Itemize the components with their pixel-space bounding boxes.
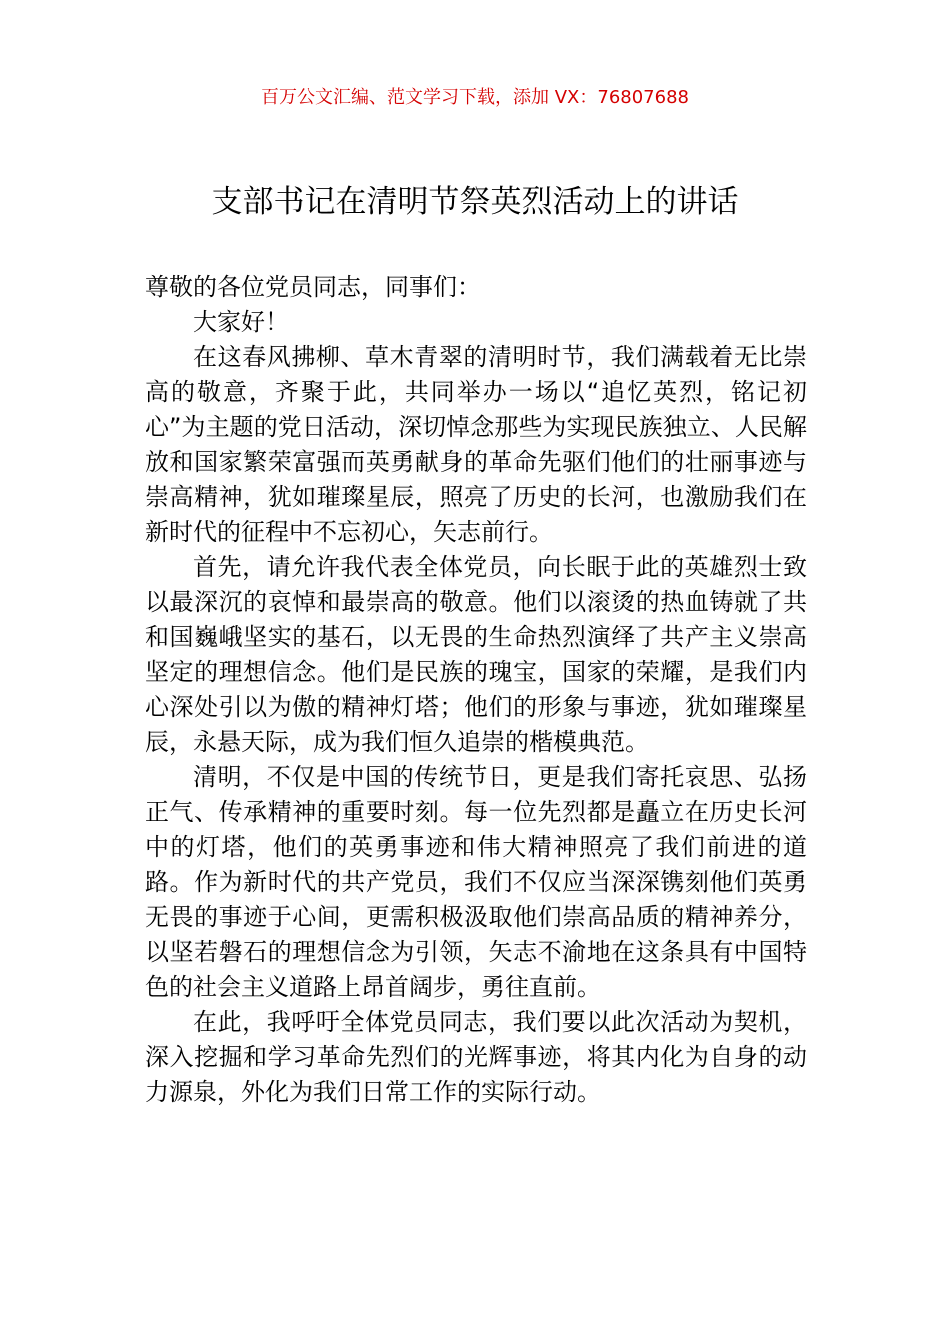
document-title: 支部书记在清明节祭英烈活动上的讲话: [211, 184, 739, 220]
paragraph-greeting: 大家好！: [193, 308, 289, 336]
paragraph-1: 在这春风拂柳、草木青翠的清明时节，我们满载着无比崇高的敬意，齐聚于此，共同举办一场以“追忆英烈，铭记初心”为主题的党日活动，深切悼念那些为实现民族独立、人民解放和国家繁荣富强而英勇献身的革命先驱们他们的壮丽事迹与崇高精神，犹如璀璨星辰，照亮了历史的长河，也激励我们在新时代的征程中不忘初心，矢志前行。: [145, 343, 807, 546]
salutation: 尊敬的各位党员同志，同事们：: [145, 273, 481, 301]
document-body: [145, 270, 807, 1110]
paragraph-2: 首先，请允许我代表全体党员，向长眠于此的英雄烈士致以最深沉的哀悼和最崇高的敬意。他们以滚烫的热血铸就了共和国巍峨坚实的基石，以无畏的生命热烈演绎了共产主义崇高坚定的理想信念。他们是民族的瑰宝，国家的荣耀，是我们内心深处引以为傲的精神灯塔；他们的形象与事迹，犹如璀璨星辰，永悬天际，成为我们恒久追崇的楷模典范。: [145, 553, 807, 756]
header-note: 百万公文汇编、范文学习下载，添加 VX：76807688: [261, 87, 689, 108]
paragraph-3: 清明，不仅是中国的传统节日，更是我们寄托哀思、弘扬正气、传承精神的重要时刻。每一位先烈都是矗立在历史长河中的灯塔，他们的英勇事迹和伟大精神照亮了我们前进的道路。作为新时代的共产党员，我们不仅应当深深镌刻他们英勇无畏的事迹于心间，更需积极汲取他们崇高品质的精神养分，以坚若磐石的理想信念为引领，矢志不渝地在这条具有中国特色的社会主义道路上昂首阔步，勇往直前。: [145, 763, 807, 1001]
paragraph-4: 在此，我呼吁全体党员同志，我们要以此次活动为契机，深入挖掘和学习革命先烈们的光辉事迹，将其内化为自身的动力源泉，外化为我们日常工作的实际行动。: [145, 1008, 807, 1106]
